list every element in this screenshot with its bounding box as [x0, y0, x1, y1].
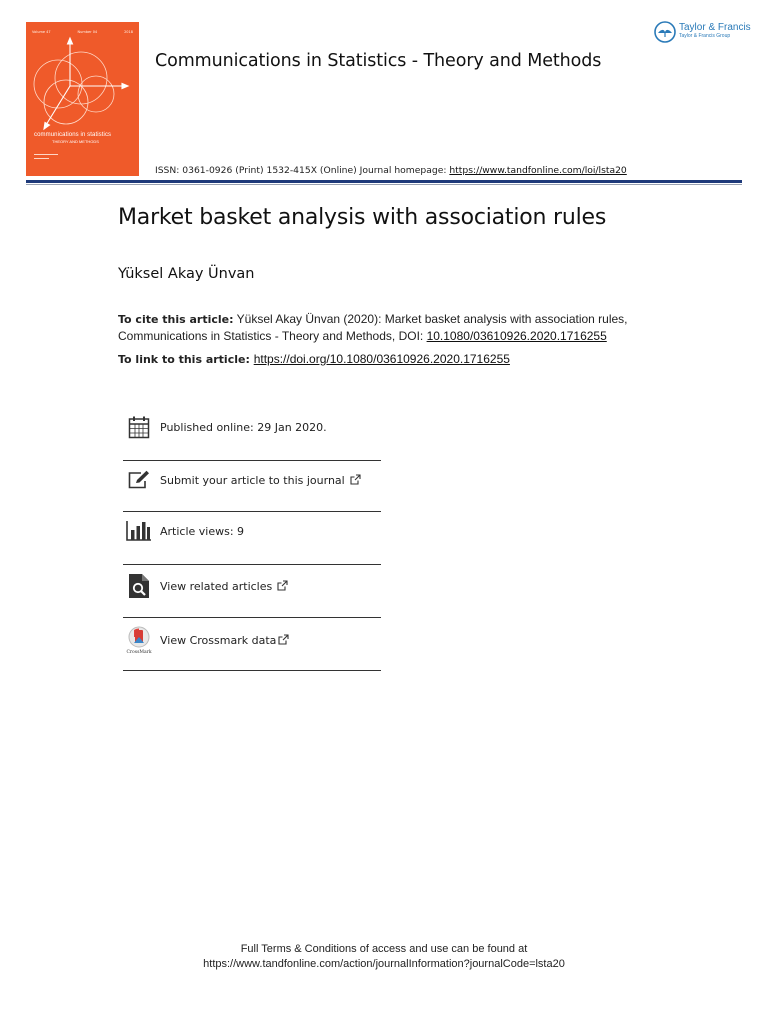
crossmark-link[interactable]: [124, 626, 380, 654]
crossmark-label: [160, 634, 289, 647]
article-views-label: Article views: 9: [160, 524, 245, 538]
cover-title: communications in statistics: [34, 132, 112, 138]
divider: [123, 564, 381, 565]
link-label: To link to this article:: [118, 353, 254, 366]
cite-label: To cite this article:: [118, 313, 234, 326]
submit-article-link[interactable]: [124, 467, 380, 493]
crossmark-icon: [124, 626, 154, 654]
related-articles-link[interactable]: [124, 573, 380, 599]
article-title: Market basket analysis with association rules: [118, 205, 607, 230]
publisher-logo[interactable]: [654, 21, 751, 43]
journal-title: Communications in Statistics - Theory and Methods: [155, 51, 602, 71]
external-link-icon: [350, 474, 361, 485]
journal-homepage-link[interactable]: https://www.tandfonline.com/loi/lsta20: [449, 165, 627, 176]
external-link-icon: [277, 580, 288, 591]
submit-article-text: Submit your article to this journal: [160, 473, 345, 487]
edit-icon: [124, 470, 154, 490]
related-articles-label: [160, 580, 288, 593]
submit-article-label: [160, 474, 361, 487]
issn-line: [155, 165, 627, 176]
article-link-line: [118, 352, 510, 366]
document-search-icon: [124, 574, 154, 598]
issn-text: ISSN: 0361-0926 (Print) 1532-415X (Online) Journal homepage:: [155, 165, 450, 176]
divider: [123, 670, 381, 671]
citation: [118, 311, 678, 344]
related-articles-text: View related articles: [160, 579, 273, 593]
cover-subtitle: THEORY AND METHODS: [52, 139, 99, 144]
doi-link[interactable]: 10.1080/03610926.2020.1716255: [426, 329, 607, 343]
published-online-label: Published online: 29 Jan 2020.: [160, 420, 327, 434]
terms-url[interactable]: https://www.tandfonline.com/action/journalInformation?journalCode=lsta20: [203, 958, 565, 970]
divider: [123, 460, 381, 461]
cover-number: Number 04: [77, 30, 98, 34]
published-online-item: [124, 414, 380, 440]
taylor-francis-icon: [654, 21, 676, 43]
crossmark-icon-text: CrossMark: [126, 650, 152, 654]
publisher-name: Taylor & Francis: [679, 22, 751, 33]
article-views-item: [124, 518, 380, 544]
article-url-link[interactable]: https://doi.org/10.1080/03610926.2020.1716255: [253, 352, 510, 366]
calendar-icon: [124, 415, 154, 439]
header-rule: [26, 180, 742, 183]
crossmark-text: View Crossmark data: [160, 633, 277, 647]
divider: [123, 511, 381, 512]
cover-volume: Volume 47: [32, 30, 51, 34]
journal-cover: [26, 22, 139, 176]
cite-text: Yüksel Akay Ünvan (2020): Market basket analysis with association rules, Communications in Statistics - Theory and Methods, DOI:: [118, 312, 628, 343]
terms-footer: [0, 942, 768, 972]
cover-year: 2018: [124, 30, 133, 34]
header-rule-thin: [26, 184, 742, 185]
external-link-icon: [278, 634, 289, 645]
terms-line: Full Terms & Conditions of access and use can be found at: [240, 943, 528, 955]
divider: [123, 617, 381, 618]
cover-fineprint: ▬▬▬▬▬▬▬▬ ▬▬▬▬▬: [34, 152, 58, 160]
publisher-group: Taylor & Francis Group: [679, 33, 731, 39]
article-author: Yüksel Akay Ünvan: [118, 266, 255, 282]
bar-chart-icon: [124, 521, 154, 541]
